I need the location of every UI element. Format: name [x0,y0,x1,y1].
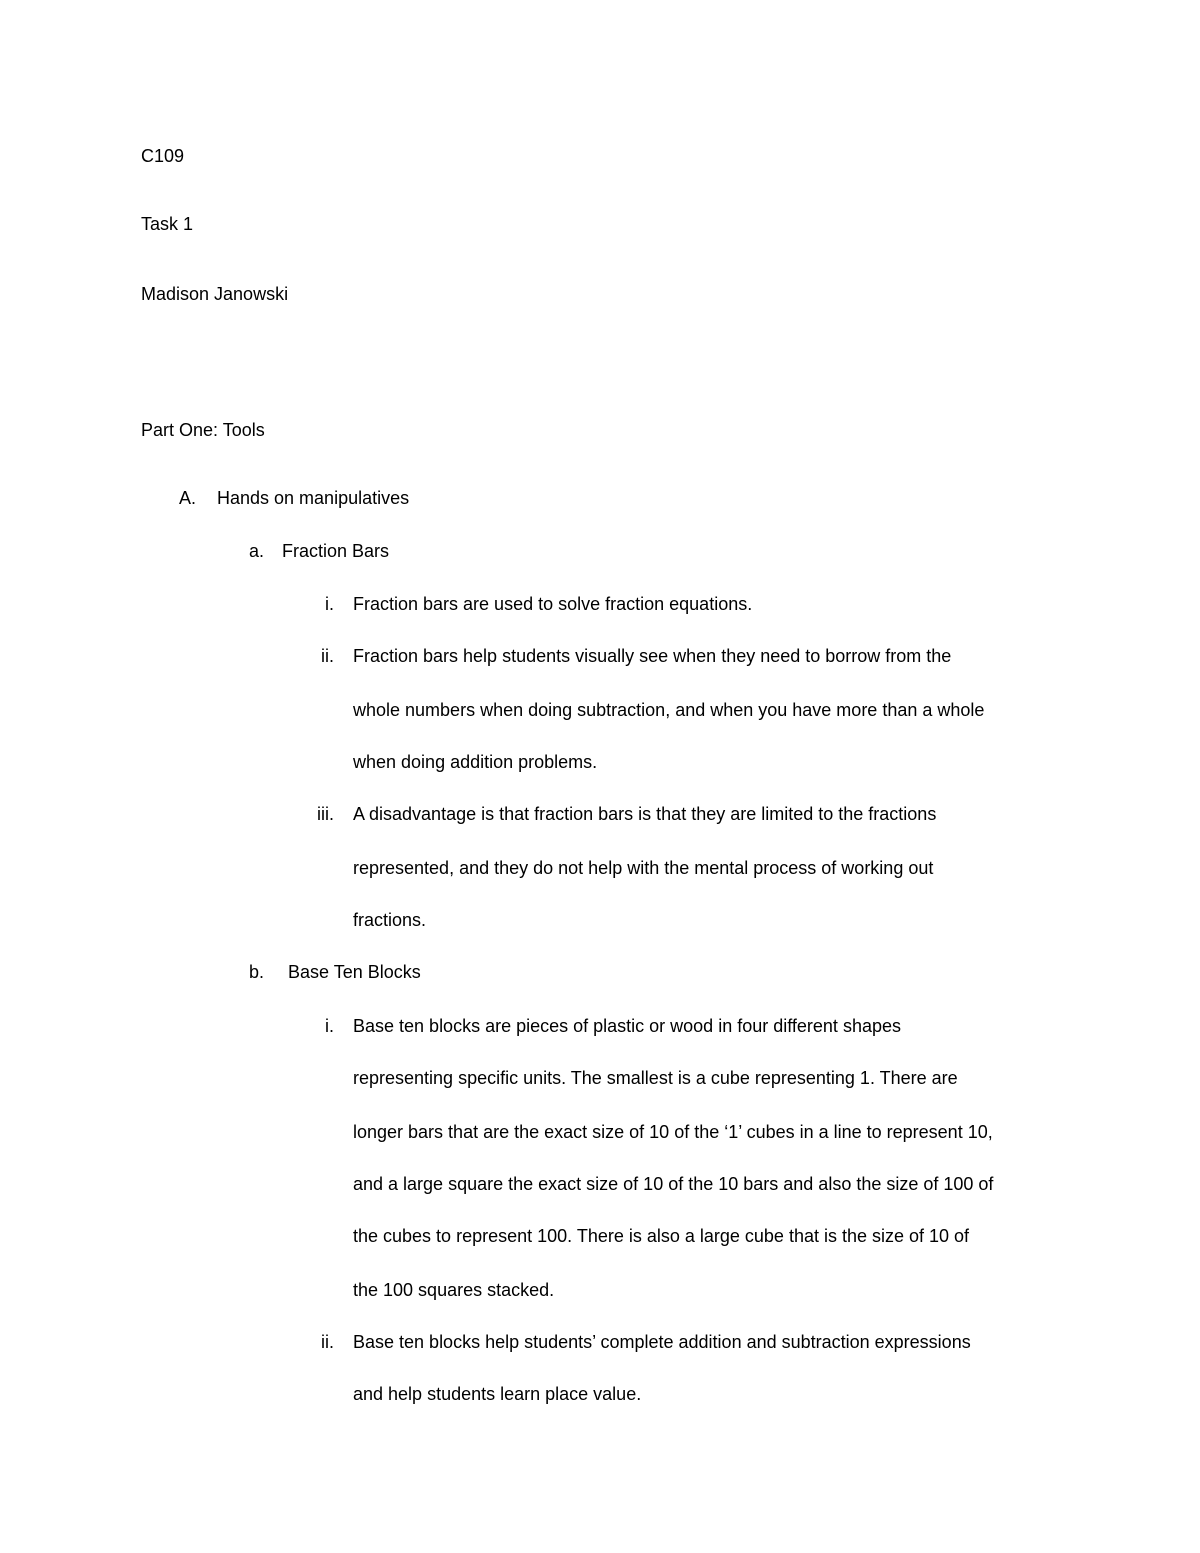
point-line: Fraction bars help students visually see when they need to borrow from the [353,646,952,666]
point-line: fractions. [353,910,427,930]
item-label: Base Ten Blocks [288,962,421,982]
point-line: the cubes to represent 100. There is also a large cube that is the size of 10 of [353,1226,970,1246]
point-marker: i. [325,1016,334,1036]
outline-label-hands-on: Hands on manipulatives [217,488,410,508]
point-line: Fraction bars are used to solve fraction equations. [353,594,753,614]
course-code: C109 [141,146,185,166]
point-line: Base ten blocks help students’ complete addition and subtraction expressions [353,1332,971,1352]
point-line: and help students learn place value. [353,1384,642,1404]
point-line: the 100 squares stacked. [353,1280,555,1300]
outline-marker-A: A. [178,488,196,508]
point-marker: ii. [321,646,334,666]
point-marker: ii. [321,1332,334,1352]
item-label: Fraction Bars [282,541,390,561]
point-line: and a large square the exact size of 10 of the 10 bars and also the size of 100 of [353,1174,994,1194]
item-marker: b. [248,962,264,982]
point-marker: i. [325,594,334,614]
point-line: represented, and they do not help with the mental process of working out [353,858,934,878]
author-name: Madison Janowski [141,284,289,304]
point-line: Base ten blocks are pieces of plastic or wood in four different shapes [353,1016,901,1036]
task-label: Task 1 [141,214,194,234]
point-line: when doing addition problems. [353,752,598,772]
section-title: Part One: Tools [141,420,265,440]
point-line: A disadvantage is that fraction bars is that they are limited to the fractions [353,804,937,824]
point-line: whole numbers when doing subtraction, and when you have more than a whole [353,700,985,720]
point-marker: iii. [317,804,334,824]
item-marker: a. [248,541,264,561]
point-line: longer bars that are the exact size of 10 of the ‘1’ cubes in a line to represent 10, [353,1122,993,1142]
point-line: representing specific units. The smallest is a cube representing 1. There are [353,1068,958,1088]
